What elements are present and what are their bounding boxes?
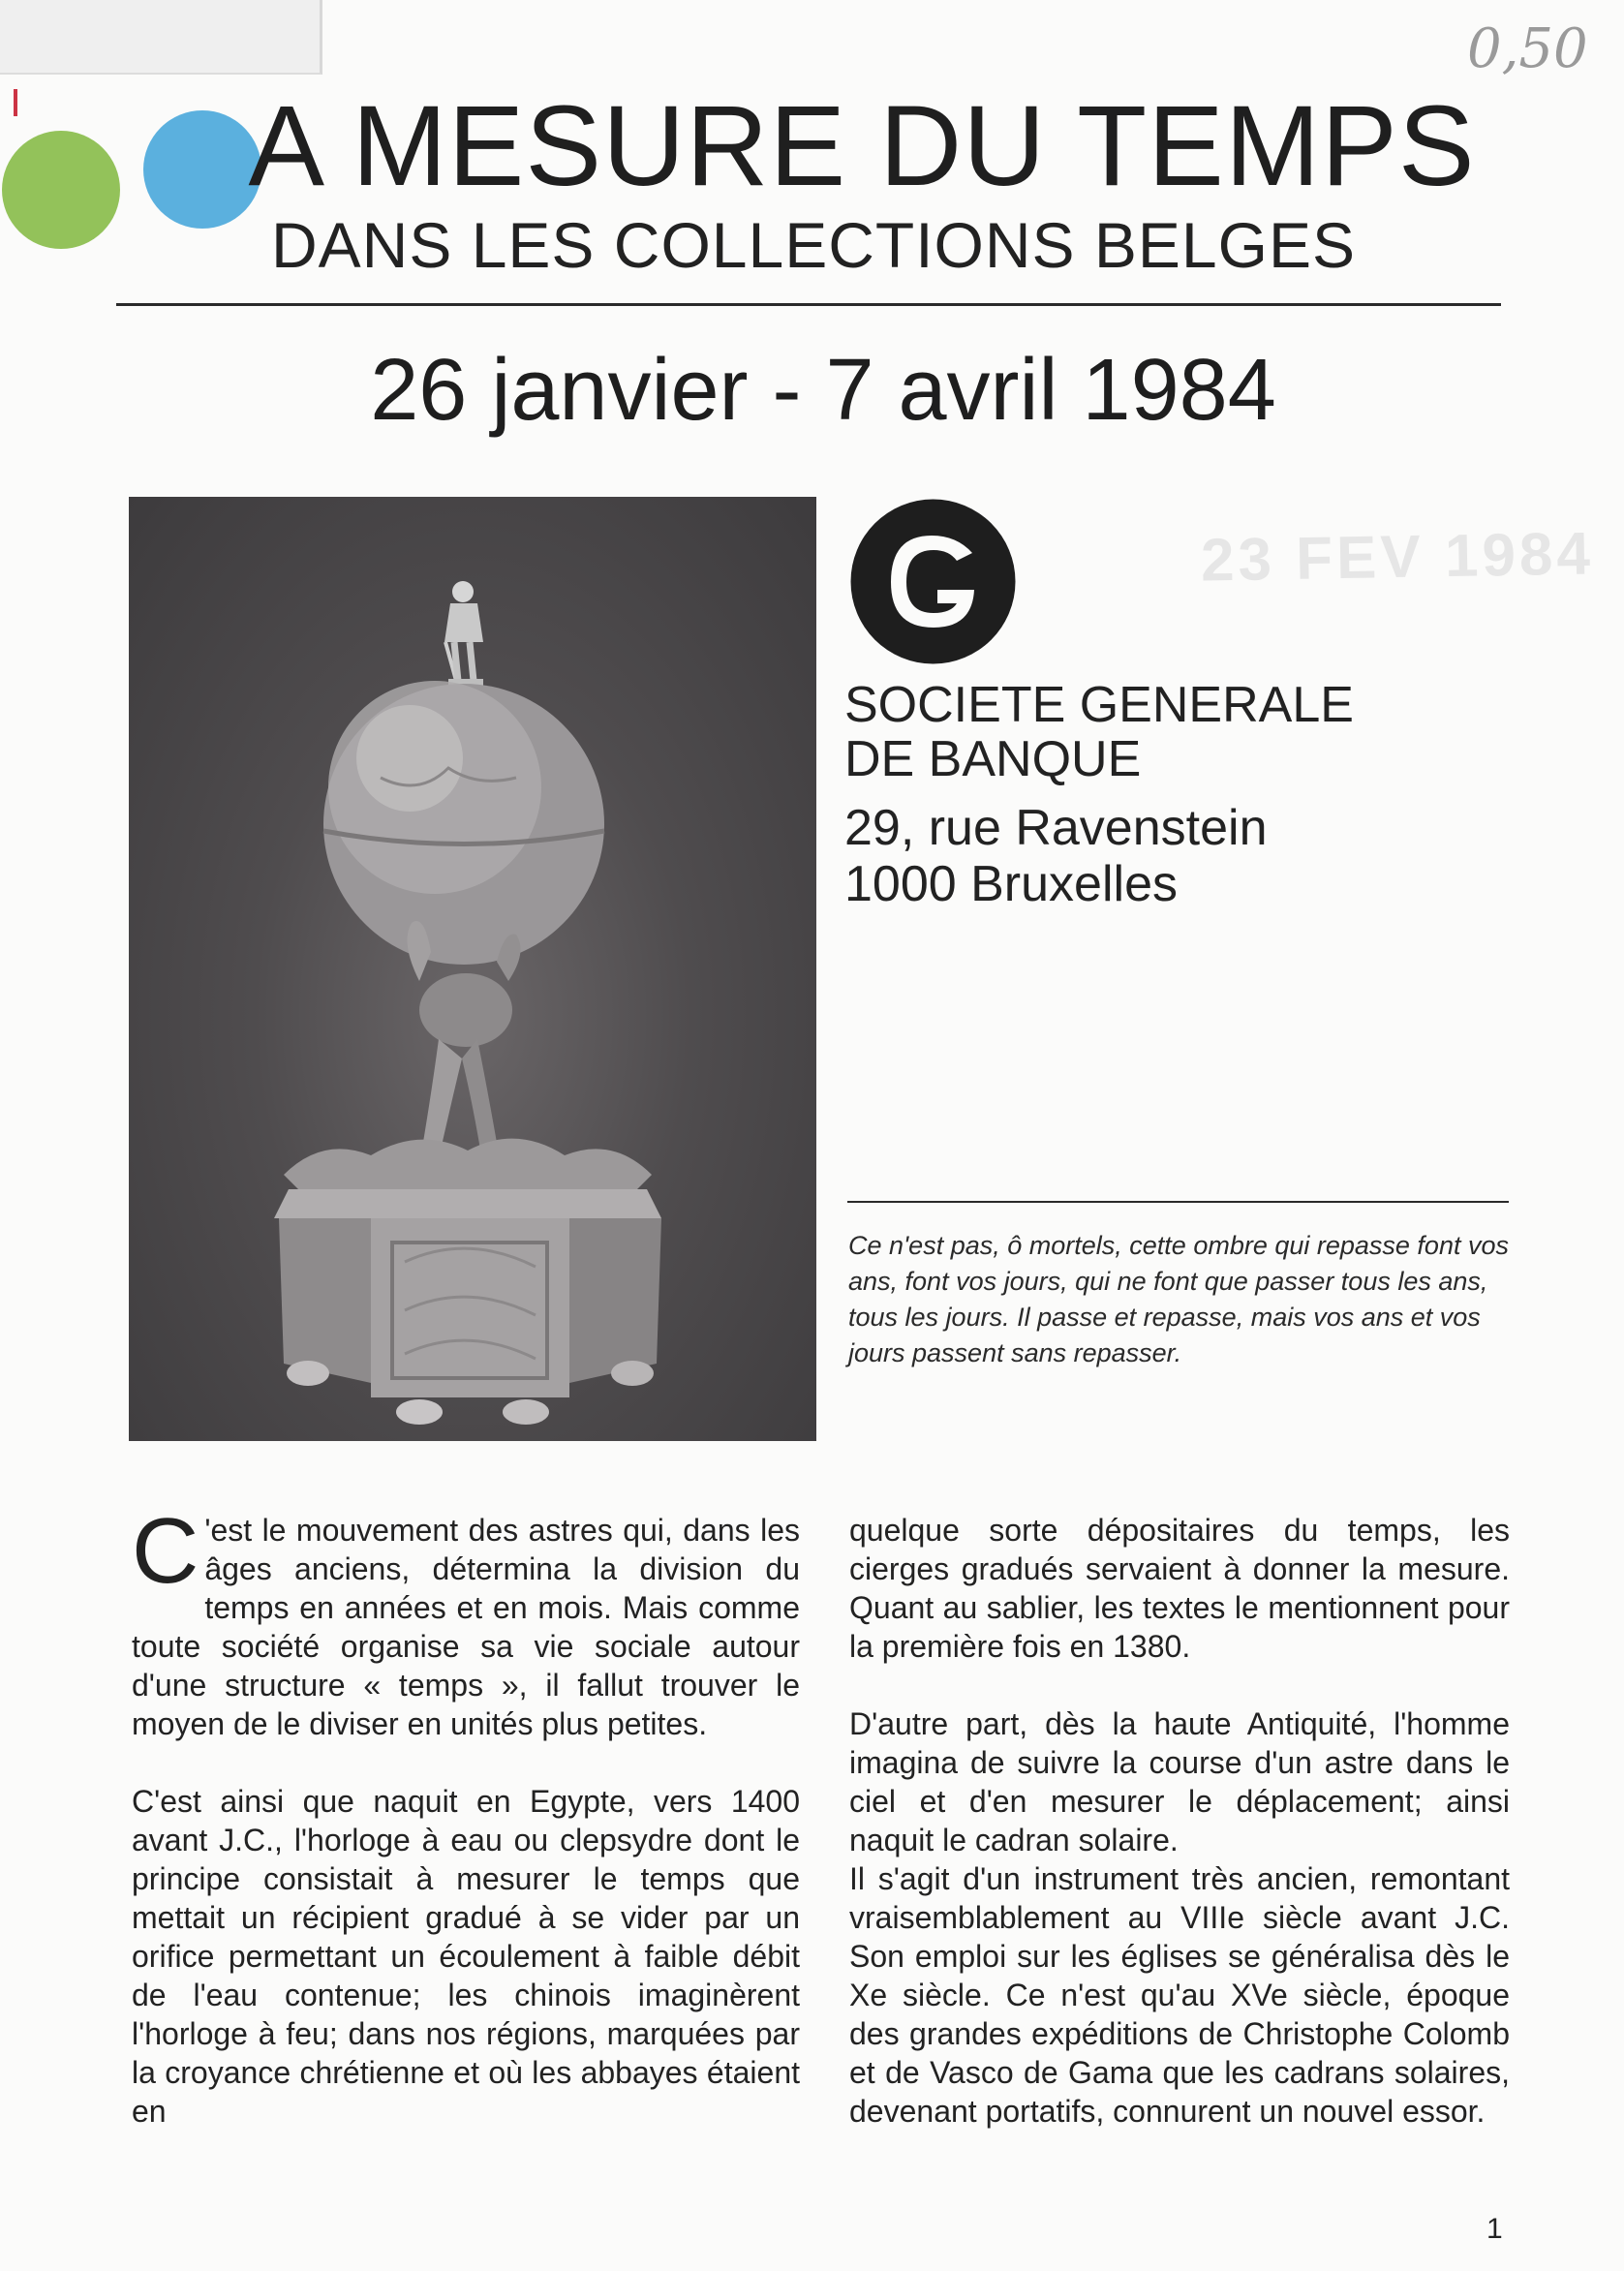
bank-name [844,678,1354,786]
drop-cap: C [132,1499,199,1603]
body-column-left [132,1499,800,2131]
body-paragraph: Il s'agit d'un instrument très ancien, remontant vraisemblablement au VIIIe siècle avant J.C. Son emploi sur les églises se généralisa dès le Xe siècle. Ce n'est qu'au XVe siècle, époque des grandes expéditions de Christophe Colomb et de Vasco de Gama que les cadrans solaires, devenant portatifs, connurent un nouvel essor. [849,1861,1510,2129]
body-paragraph [132,1499,800,1743]
green-sticker-dot [2,131,120,249]
exhibition-dates: 26 janvier - 7 avril 1984 [370,342,1276,439]
body-paragraph: D'autre part, dès la haute Antiquité, l'homme imagina de suivre la course d'un astre dans le ciel et d'en mesurer le déplacement; ainsi naquit le cadran solaire. [849,1706,1510,1857]
handwritten-price: 0,50 [1467,17,1588,80]
paragraph-text: 'est le mouvement des astres qui, dans les âges anciens, détermina la division du temps en années et en mois. Mais comme toute société organise sa vie sociale autour d'une structure « temps », il fallut trouver le moyen de le diviser en unités plus petites. [132,1513,800,1741]
bank-address-city: 1000 Bruxelles [844,856,1178,912]
globe-clock-photo [129,497,816,1441]
globe-clock-illustration [129,497,816,1441]
scan-tape-strip [0,0,322,75]
epigraph-quote: Ce n'est pas, ô mortels, cette ombre qui repasse font vos ans, font vos jours, qui ne font que passer tous les ans, tous les jours. Il passe et repasse, mais vos ans et vos jours passent sans repasser. [848,1231,1509,1367]
bank-name-line1: SOCIETE GENERALE [844,677,1354,733]
page-subtitle: DANS LES COLLECTIONS BELGES [270,209,1357,281]
red-ink-mark [14,89,17,116]
quote-divider [847,1201,1509,1203]
page-number: 1 [1486,2213,1503,2245]
page-title: A MESURE DU TEMPS [248,82,1476,210]
body-column-right [849,1511,1510,2131]
date-stamp: 23 FEV 1984 [1200,520,1595,595]
body-paragraph: quelque sorte dépositaires du temps, les cierges gradués servaient à donner la mesure. Quant au sablier, les textes le mentionnent pour la première fois en 1380. [849,1513,1510,1664]
sgb-g-logo-icon [848,497,1018,666]
bank-address [844,800,1268,912]
bank-name-line2: DE BANQUE [844,731,1142,787]
header-divider [116,303,1501,306]
bank-address-street: 29, rue Ravenstein [844,800,1268,856]
body-paragraph: C'est ainsi que naquit en Egypte, vers 1400 avant J.C., l'horloge à eau ou clepsydre dont le principe consistait à mesurer le temps que mettait un récipient gradué à se vider par un orifice permettant un écoulement à faible débit de l'eau contenue; les chinois imaginèrent l'horloge à feu; dans nos régions, marquées par la croyance chrétienne et où les abbayes étaient en [132,1784,800,2129]
